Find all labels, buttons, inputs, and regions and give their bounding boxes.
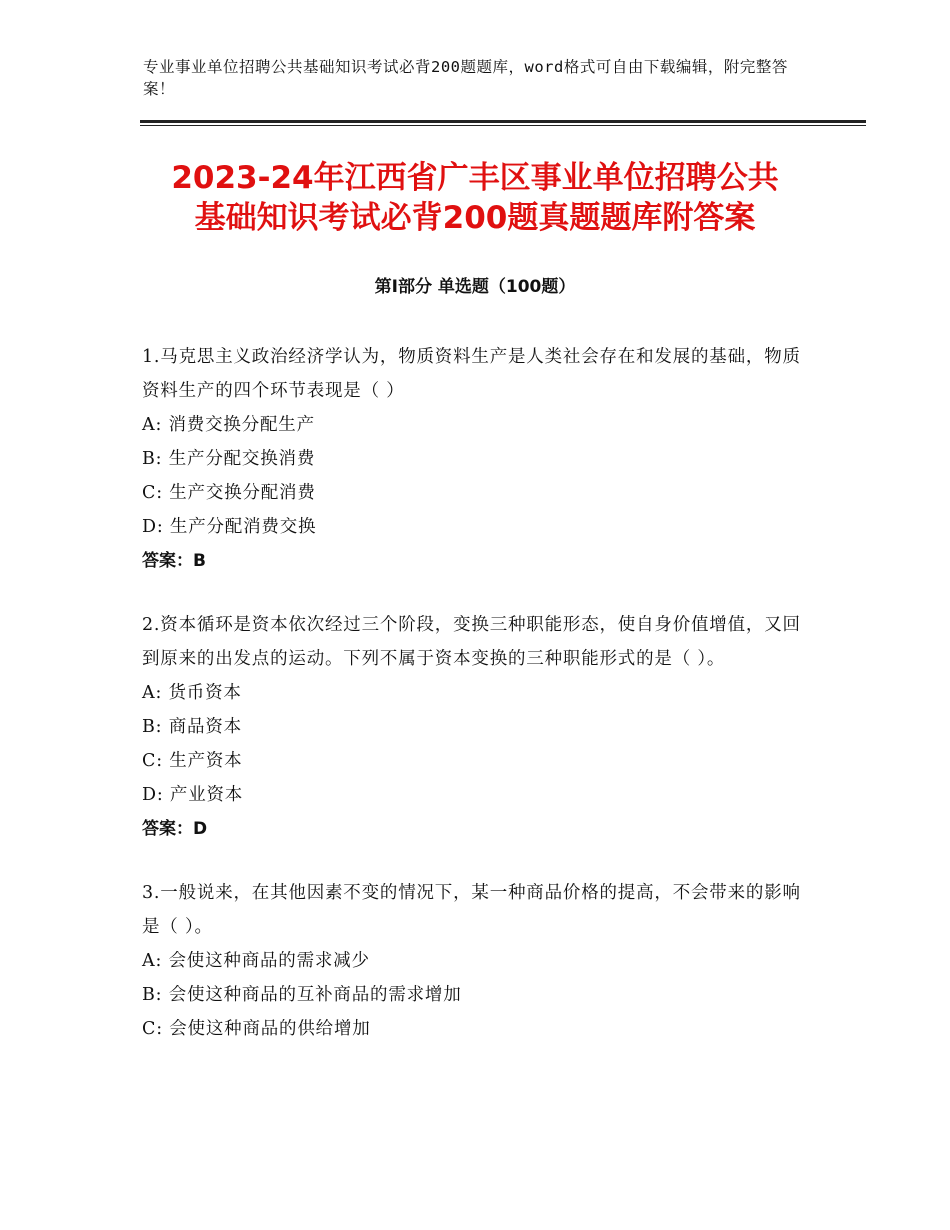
- question-stem: 2.资本循环是资本依次经过三个阶段，变换三种职能形态，使自身价值增值，又回到原来的出发点的运动。下列不属于资本变换的三种职能形式的是（ ）。: [142, 615, 801, 669]
- option-b: B: 商品资本: [142, 717, 242, 737]
- question-1: [142, 340, 802, 578]
- answer: 答案：B: [142, 551, 206, 571]
- title-line-1: 2023-24年江西省广丰区事业单位招聘公共: [171, 160, 779, 196]
- option-b: B: 会使这种商品的互补商品的需求增加: [142, 985, 462, 1005]
- question-stem: 1.马克思主义政治经济学认为，物质资料生产是人类社会存在和发展的基础，物质资料生产的四个环节表现是（ ）: [142, 347, 801, 401]
- option-a: A: 会使这种商品的需求减少: [142, 951, 370, 971]
- option-d: D: 产业资本: [142, 785, 244, 805]
- header-rule-thin: [140, 125, 866, 126]
- option-a: A: 消费交换分配生产: [142, 415, 315, 435]
- question-stem: 3.一般说来，在其他因素不变的情况下，某一种商品价格的提高，不会带来的影响是（ ）。: [142, 883, 801, 937]
- question-2: [142, 608, 802, 846]
- option-c: C: 生产资本: [142, 751, 243, 771]
- option-c: C: 生产交换分配消费: [142, 483, 316, 503]
- answer: 答案：D: [142, 819, 208, 839]
- section-heading: 第Ⅰ部分 单选题（100题）: [374, 277, 576, 297]
- header-rule-thick: [140, 120, 866, 123]
- question-list: [142, 340, 802, 1076]
- title-line-2: 基础知识考试必背200题真题题库附答案: [194, 200, 756, 236]
- option-b: B: 生产分配交换消费: [142, 449, 316, 469]
- header-note: 专业事业单位招聘公共基础知识考试必背200题题库，word格式可自由下载编辑，附完整答案！: [143, 58, 788, 98]
- option-a: A: 货币资本: [142, 683, 242, 703]
- option-d: D: 生产分配消费交换: [142, 517, 317, 537]
- option-c: C: 会使这种商品的供给增加: [142, 1019, 371, 1039]
- question-3: [142, 876, 802, 1046]
- document-title: [60, 158, 890, 238]
